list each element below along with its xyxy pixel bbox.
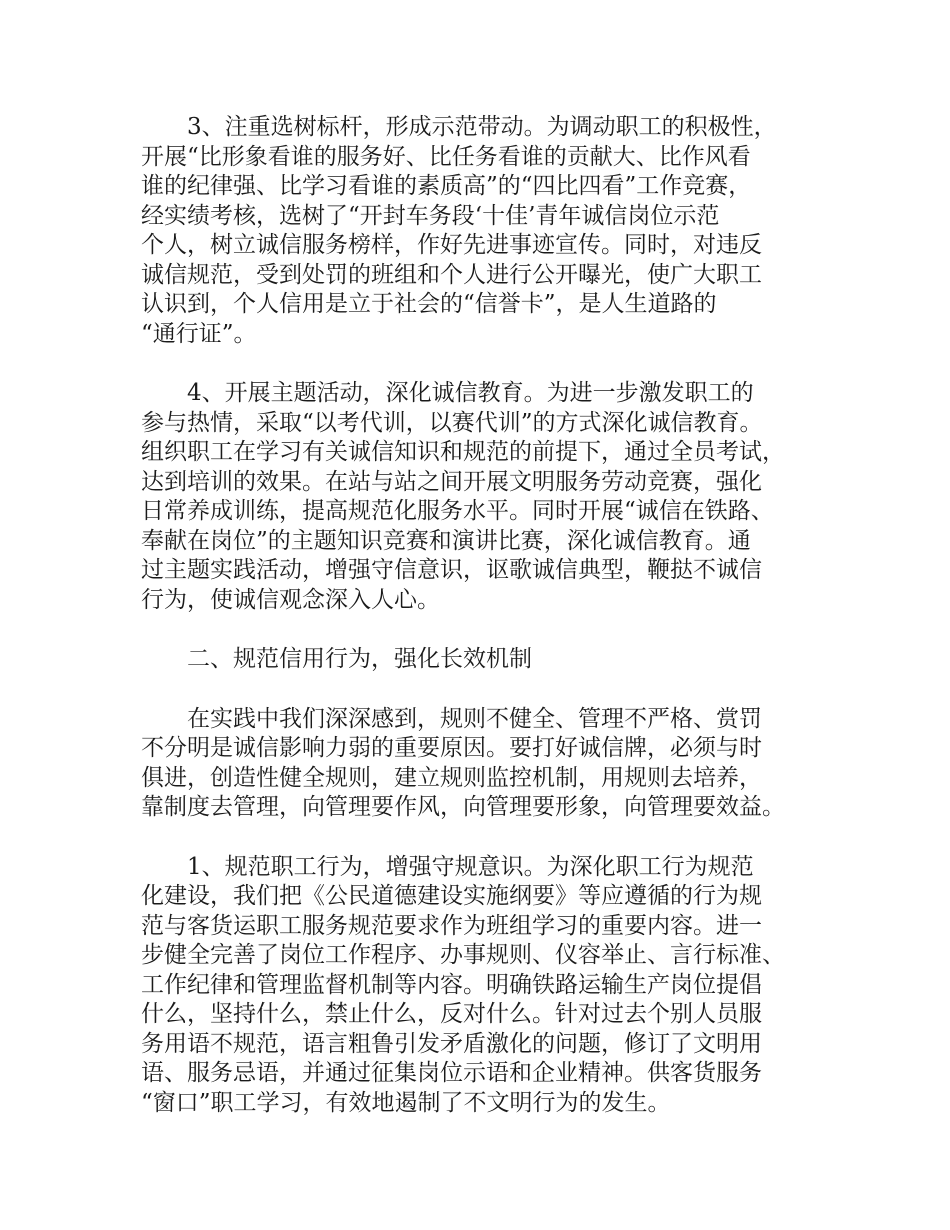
text-line: 达到培训的效果。在站与站之间开展文明服务劳动竞赛，强化 bbox=[141, 468, 762, 495]
paragraph-selecting-role-models bbox=[141, 113, 831, 349]
text-line: 经实绩考核，选树了“开封车务段‘十佳’青年诚信岗位示范 bbox=[141, 202, 720, 229]
text-line: “窗口”职工学习，有效地遏制了不文明行为的发生。 bbox=[141, 1089, 671, 1116]
paragraph-theme-activities bbox=[141, 379, 831, 615]
text-line: 语、服务忌语，并通过征集岗位示语和企业精神。供客货服务 bbox=[141, 1060, 762, 1086]
text-line: 行为，使诚信观念深入人心。 bbox=[141, 586, 440, 613]
text-line: 过主题实践活动，增强守信意识，讴歌诚信典型，鞭挞不诚信 bbox=[141, 557, 762, 583]
text-line: 日常养成训练，提高规范化服务水平。同时开展“诚信在铁路、 bbox=[141, 498, 774, 524]
text-line: 认识到，个人信用是立于社会的“信誉卡”，是人生道路的 bbox=[141, 291, 717, 317]
paragraph-staff-behavior bbox=[141, 853, 831, 1119]
section-heading bbox=[141, 645, 831, 675]
text-line: 个人，树立诚信服务榜样，作好先进事迹宣传。同时，对违反 bbox=[141, 232, 762, 258]
text-line: 开展“比形象看谁的服务好、比任务看谁的贡献大、比作风看 bbox=[141, 143, 751, 170]
text-line: 不分明是诚信影响力弱的重要原因。要打好诚信牌，必须与时 bbox=[141, 735, 762, 761]
text-line: 诚信规范，受到处罚的班组和个人进行公开曝光，使广大职工 bbox=[141, 261, 762, 288]
document-body bbox=[141, 113, 831, 1148]
text-line: 靠制度去管理，向管理要作风，向管理要形象，向管理要效益。 bbox=[141, 794, 785, 820]
text-line: 谁的纪律强、比学习看谁的素质高”的“四比四看”工作竞赛， bbox=[141, 173, 752, 199]
text-line: 奉献在岗位”的主题知识竞赛和演讲比赛，深化诚信教育。通 bbox=[141, 527, 751, 554]
text-line: 务用语不规范，语言粗鲁引发矛盾激化的问题，修订了文明用 bbox=[141, 1030, 762, 1057]
text-line: 4、开展主题活动，深化诚信教育。为进一步激发职工的 bbox=[187, 380, 754, 406]
text-line: 在实践中我们深深感到，规则不健全、管理不严格、赏罚 bbox=[187, 705, 762, 732]
text-line: 什么，坚持什么，禁止什么，反对什么。针对过去个别人员服 bbox=[141, 1001, 762, 1027]
text-line: “通行证”。 bbox=[141, 320, 257, 347]
text-line: 步健全完善了岗位工作程序、办事规则、仪容举止、言行标准、 bbox=[141, 942, 785, 968]
text-line: 1、规范职工行为，增强守规意识。为深化职工行为规范 bbox=[187, 853, 754, 880]
text-line: 化建设，我们把《公民道德建设实施纲要》等应遵循的行为规 bbox=[141, 883, 762, 909]
text-line: 俱进，创造性健全规则，建立规则监控机制，用规则去培养， bbox=[141, 764, 762, 791]
text-line: 工作纪律和管理监督机制等内容。明确铁路运输生产岗位提倡 bbox=[141, 971, 762, 998]
paragraph-rules-mechanism bbox=[141, 705, 831, 823]
section-heading-text: 二、规范信用行为，强化长效机制 bbox=[187, 646, 532, 672]
text-line: 组织职工在学习有关诚信知识和规范的前提下，通过全员考试， bbox=[141, 439, 785, 465]
text-line: 参与热情，采取“以考代训，以赛代训”的方式深化诚信教育。 bbox=[141, 409, 763, 436]
text-line: 3、注重选树标杆，形成示范带动。为调动职工的积极性， bbox=[187, 114, 777, 140]
text-line: 范与客货运职工服务规范要求作为班组学习的重要内容。进一 bbox=[141, 912, 762, 939]
